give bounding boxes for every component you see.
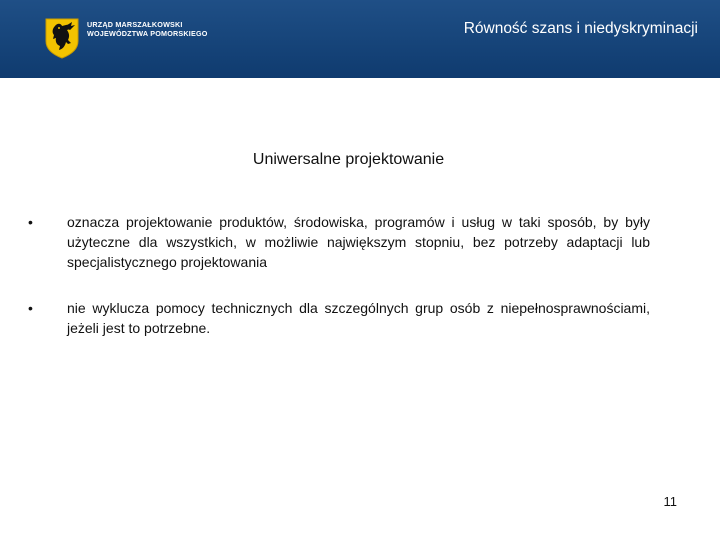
page-number: 11 — [663, 494, 677, 509]
organization-name-line1: URZĄD MARSZAŁKOWSKI — [87, 20, 183, 29]
organization-name-line2: WOJEWÓDZTWA POMORSKIEGO — [87, 29, 208, 38]
organization-name — [87, 20, 208, 38]
bullet-item — [28, 212, 650, 272]
bullet-item — [28, 298, 650, 338]
bullet-text — [67, 212, 650, 272]
header-bar — [0, 0, 720, 78]
griffin-coat-of-arms-icon — [44, 17, 80, 59]
bullet-text: nie wyklucza pomocy technicznych dla szczególnych grup osób z niepełnosprawnościami, jeżeli jest to potrzebne. — [67, 300, 650, 336]
bullet-text-emphasis: dla wszystkich — [138, 234, 234, 250]
bullet-marker: • — [28, 214, 33, 230]
bullet-marker: • — [28, 300, 33, 316]
bullet-text-end: , w możliwie największym stopniu, bez potrzeby adaptacji lub specjalistycznego projektowania — [67, 234, 651, 270]
section-heading: Uniwersalne projektowanie — [252, 151, 445, 168]
bullet-text-start: oznacza projektowanie produktów, środowiska, programów i usług w taki sposób, by były użyteczne — [67, 214, 650, 250]
slide-title: Równość szans i niedyskryminacji — [463, 20, 698, 37]
